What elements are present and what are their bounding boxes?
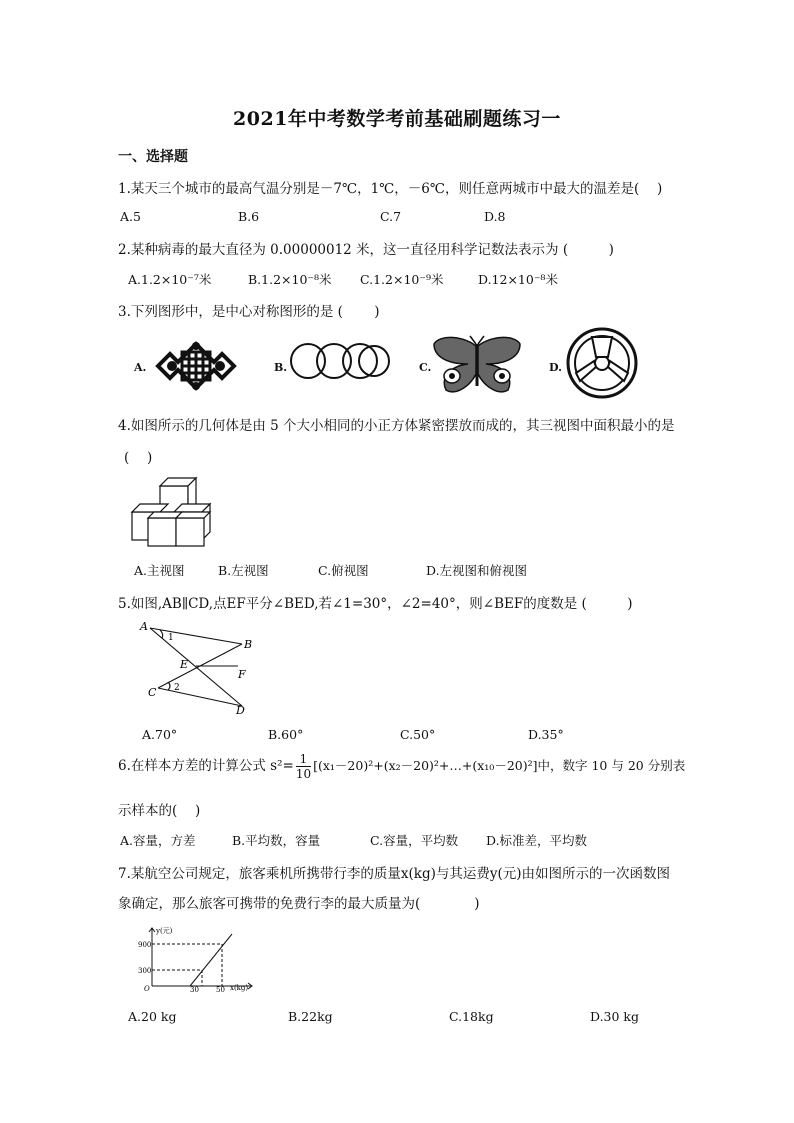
q1-option-d: D.8 <box>484 209 506 224</box>
question-7-text: 7.某航空公司规定，旅客乘机所携带行李的质量x(kg)与其运费y(元)由如图所示的一次函数图 <box>118 866 671 882</box>
q5-option-c: C.50° <box>400 727 436 742</box>
endless-knot-figure <box>148 337 244 395</box>
q4-option-a: A.主视图 <box>134 563 185 578</box>
point-b-label: B <box>244 638 253 651</box>
steering-wheel-figure <box>566 327 638 399</box>
y-tick-900: 900 <box>138 941 152 949</box>
q3-label-c: C. <box>419 361 432 374</box>
cubes-figure <box>130 474 214 548</box>
q1-option-a: A.5 <box>120 209 141 224</box>
x-axis-label: x(kg) <box>230 984 249 992</box>
question-4-text: 4.如图所示的几何体是由 5 个大小相同的小正方体紧密摆放而成的，其三视图中面积最小的是 <box>118 418 675 434</box>
origin-label: O <box>144 985 150 993</box>
q7-option-d: D.30 kg <box>590 1009 640 1024</box>
x-tick-50: 50 <box>216 986 225 994</box>
point-c-label: C <box>148 686 157 699</box>
q3-label-a: A. <box>134 361 147 374</box>
q4-option-b: B.左视图 <box>218 563 269 578</box>
cost-graph-figure <box>128 924 258 992</box>
q3-label-b: B. <box>274 361 288 374</box>
q4-option-d: D.左视图和俯视图 <box>426 563 528 578</box>
question-5-text: 5.如图,AB∥CD,点EF平分∠BED,若∠1=30°，∠2=40°，则∠BEF的度数是 ( ) <box>118 596 633 612</box>
q6-option-b: B.平均数，容量 <box>232 833 321 848</box>
q2-option-d: D.12×10⁻⁸米 <box>478 272 558 287</box>
page-title: 2021年中考数学考前基础刷题练习一 <box>233 108 561 130</box>
question-2-text: 2.某种病毒的最大直径为 0.00000012 米，这一直径用科学记数法表示为 ( ) <box>118 242 614 258</box>
question-3-text: 3.下列图形中，是中心对称图形的是 ( ) <box>118 304 380 320</box>
q6-option-d: D.标准差，平均数 <box>486 833 588 848</box>
y-tick-300: 300 <box>138 967 152 975</box>
rings-figure <box>288 340 392 382</box>
y-axis-label: y(元) <box>156 927 173 935</box>
q7-option-b: B.22kg <box>288 1009 333 1024</box>
q1-option-c: C.7 <box>380 209 402 224</box>
angle-1-label: 1 <box>168 633 174 643</box>
x-tick-30: 30 <box>190 986 199 994</box>
q3-label-d: D. <box>549 361 562 374</box>
point-f-label: F <box>238 668 246 681</box>
q6-fraction <box>296 752 311 781</box>
q2-option-c: C.1.2×10⁻⁹米 <box>360 272 444 287</box>
q6-text-before: 6.在样本方差的计算公式 s²= <box>118 758 294 774</box>
q1-option-b: B.6 <box>238 209 260 224</box>
q4-option-c: C.俯视图 <box>318 563 369 578</box>
question-7-text-continued: 象确定，那么旅客可携带的免费行李的最大质量为( ) <box>118 896 480 912</box>
point-a-label: A <box>140 620 148 633</box>
q6-text-after: [(x₁－20)²+(x₂－20)²+…+(x₁₀－20)²]中，数字 10 与 20 分别表 <box>313 758 686 773</box>
question-4-bracket: ( ) <box>124 450 153 466</box>
q2-option-b: B.1.2×10⁻⁸米 <box>248 272 332 287</box>
question-6-text-continued: 示样本的( ) <box>118 803 201 819</box>
angle-2-label: 2 <box>174 683 180 693</box>
q6-option-a: A.容量，方差 <box>120 833 196 848</box>
q6-fraction-numerator: 1 <box>296 752 311 767</box>
q5-option-d: D.35° <box>528 727 564 742</box>
q6-option-c: C.容量，平均数 <box>370 833 459 848</box>
point-d-label: D <box>236 704 245 717</box>
butterfly-figure <box>430 334 524 396</box>
q2-option-a: A.1.2×10⁻⁷米 <box>128 272 212 287</box>
point-e-label: E <box>180 658 189 671</box>
q5-option-a: A.70° <box>142 727 178 742</box>
q5-option-b: B.60° <box>268 727 304 742</box>
q7-option-a: A.20 kg <box>128 1009 177 1024</box>
parallel-lines-figure <box>138 618 268 718</box>
q7-option-c: C.18kg <box>449 1009 494 1024</box>
section-heading: 一、选择题 <box>118 149 188 165</box>
question-1-text: 1.某天三个城市的最高气温分别是－7℃，1℃，－6℃，则任意两城市中最大的温差是( ) <box>118 181 663 197</box>
question-6-text <box>118 752 685 781</box>
q6-fraction-denominator: 10 <box>295 767 312 781</box>
